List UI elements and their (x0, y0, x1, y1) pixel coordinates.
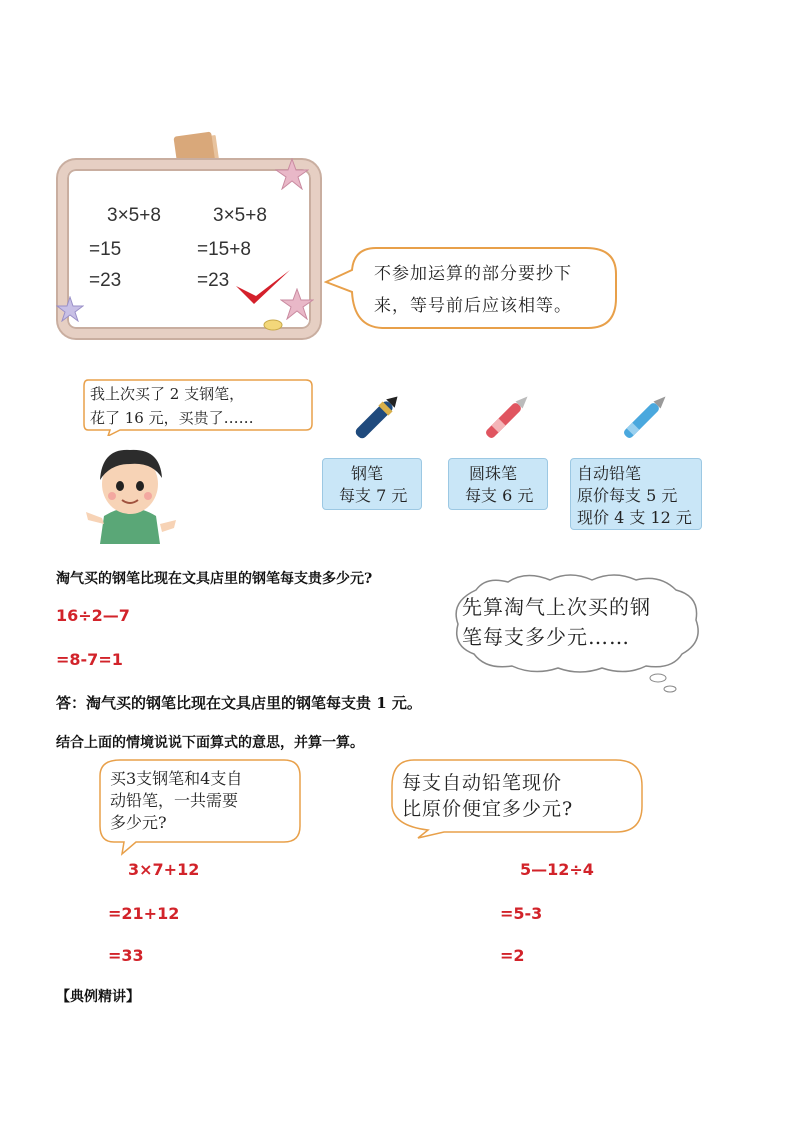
right-bubble-line-2: 比原价便宜多少元? (402, 798, 574, 820)
hint-bubble (462, 592, 651, 652)
product-price: 原价每支 5 元 (577, 486, 678, 505)
left-bubble-line-3: 多少元? (110, 813, 167, 832)
hint-line-2: 笔每支多少元…… (462, 625, 630, 649)
star-icon (275, 158, 309, 190)
question-1: 淘气买的钢笔比现在文具店里的钢笔每支贵多少元? (56, 571, 373, 587)
board-col2-line3: =23 (197, 270, 230, 291)
calc-right-line3: =2 (500, 946, 525, 965)
tip-bubble (374, 258, 572, 322)
calc1-line2: =8-7=1 (56, 650, 123, 669)
mechanical-pencil-icon (614, 386, 676, 448)
boy-line-2: 花了 16 元，买贵了…… (90, 409, 254, 427)
product-price: 每支 7 元 (339, 486, 408, 505)
board-col1-line2: =15 (89, 239, 122, 260)
tip-line-2: 来，等号前后应该相等。 (374, 296, 572, 316)
right-bubble-line-1: 每支自动铅笔现价 (402, 772, 563, 794)
calc-left-line1: 3×7+12 (128, 860, 200, 879)
board-col1-line3: =23 (89, 270, 122, 291)
boy-bubble (90, 382, 254, 430)
tip-line-1: 不参加运算的部分要抄下 (374, 264, 572, 284)
price-card-mechanical-pencil (570, 458, 702, 530)
product-name: 钢笔 (351, 464, 384, 483)
star-icon (280, 288, 314, 320)
answer-1: 答：淘气买的钢笔比现在文具店里的钢笔每支贵 1 元。 (56, 694, 422, 712)
board-col1-line1: 3×5+8 (107, 205, 161, 226)
calc-right-line1: 5—12÷4 (520, 860, 594, 879)
left-bubble-line-1: 买3支钢笔和4支自 (110, 769, 243, 788)
left-bubble (110, 768, 242, 834)
calc-left-line3: =33 (108, 946, 144, 965)
product-name: 圆珠笔 (469, 464, 518, 483)
board-col2-line2: =15+8 (197, 239, 251, 260)
right-bubble (402, 770, 573, 822)
calc-left-line2: =21+12 (108, 904, 180, 923)
boy-line-1: 我上次买了 2 支钢笔， (90, 385, 245, 403)
boy-illustration (82, 440, 178, 544)
ballpoint-pen-icon (476, 386, 538, 448)
product-price: 每支 6 元 (465, 486, 534, 505)
star-icon (56, 296, 84, 322)
calc1-line1: 16÷2—7 (56, 606, 130, 625)
price-card-fountain-pen (322, 458, 422, 510)
button-decoration-icon (262, 318, 284, 332)
instruction: 结合上面的情境说说下面算式的意思，并算一算。 (56, 735, 364, 751)
price-card-ballpoint-pen (448, 458, 548, 510)
product-price-current: 现价 4 支 12 元 (577, 508, 692, 527)
product-name: 自动铅笔 (577, 464, 642, 483)
fountain-pen-icon (346, 386, 408, 448)
left-bubble-line-2: 动铅笔，一共需要 (110, 791, 239, 810)
board-col2-line1: 3×5+8 (213, 205, 267, 226)
section-label: 【典例精讲】 (56, 989, 140, 1005)
calc-right-line2: =5-3 (500, 904, 543, 923)
hint-line-1: 先算淘气上次买的钢 (462, 595, 651, 619)
